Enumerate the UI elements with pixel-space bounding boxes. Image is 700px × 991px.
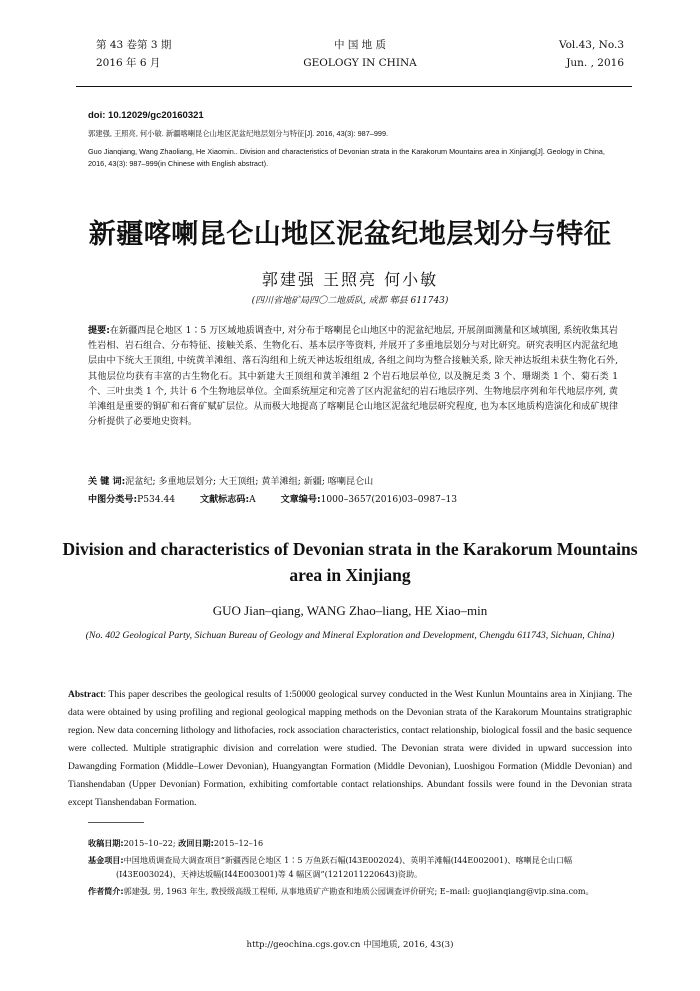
article-number-value: 1000–3657(2016)03–0987–13 [320,495,458,505]
keywords-cn-text: 泥盆纪; 多重地层划分; 大王顶组; 黄羊滩组; 新疆; 喀喇昆仑山 [125,477,374,487]
received-label: 收稿日期: [88,838,124,848]
footnote-author [88,884,628,898]
doc-code-label: 文献标志码: [199,495,250,505]
header-vol-en: Vol.43, No.3 [558,39,624,51]
revised-date: 2015–12–16 [213,838,264,848]
header-date-en: Jun. , 2016 [566,57,624,69]
author-bio-text: 郭建强, 男, 1963 年生, 教授级高级工程师, 从事地质矿产勘查和地质公园调查评价研究; E–mail: guojianqiang@vip.sina.com。 [123,886,594,896]
journal-name-cn: 中 国 地 质 [333,39,386,51]
running-header [96,36,624,80]
keywords-cn [88,474,618,487]
citation-en: Guo Jianqiang, Wang Zhaoliang, He Xiaomin.. Division and characteristics of Devonian strata in the Karakorum Mountains area in Xinjiang[J]. Geology in China, 2016, 43(3): 987–999(in Chinese with English abstract). [88,147,605,168]
doi: doi: 10.12029/gc20160321 [88,110,204,121]
abstract-en-text: : This paper describes the geological results of 1:50000 geological survey conducted in the West Kunlun Mountains area in Xinjiang. The data were obtained by using profiling and regional geological mapping methods on the Devonian strata of the Karakorum Mountains stratigraphic region. New data concerning lithology and lithofacies, rock association characteristics, contact relationship, biological fossil and the basic sequence were collected. Multiple stratigraphic division and correlation were studied. The Devonian strata were divided in upward succession into Dawangding Formation (Middle–Lower Devonian), Huangyangtan Formation (Middle Devonian), Luoshigou Formation (Middle Devonian) and Tianshendaban (Upper Devonian) Formation, exhibiting comfortable contact relationships. Abundant fossils were found in the Devonian strata except Tianshendaban Formation. [68,690,632,808]
affiliation-cn: (四川省地矿局四〇二地质队, 成都 郫县 611743) [251,296,449,306]
citation-cn: 郭建强, 王照亮, 何小敏. 新疆喀喇昆仑山地区泥盆纪地层划分与特征[J]. 2016, 43(3): 987–999. [88,129,389,138]
header-volume-issue: 第 43 卷第 3 期 [96,39,172,51]
abstract-en-label: Abstract [68,690,104,700]
journal-name-en: GEOLOGY IN CHINA [303,57,417,69]
doc-code-value: A [249,495,256,505]
page-footer: http://geochina.cgs.gov.cn 中国地质, 2016, 43(3) [246,940,454,950]
header-center [96,36,624,72]
classification-cn [88,492,618,505]
footnote-rule [88,822,144,823]
clc-value: P534.44 [137,495,176,505]
authors-cn: 郭建强 王照亮 何小敏 [261,270,439,289]
header-date: 2016 年 6 月 [96,57,161,69]
abstract-cn [88,324,618,430]
fund-text-line2: (I43E003024)、天神达坂幅(I44E003001)等 4 幅区调”(1212011220643)资助。 [116,869,423,879]
fund-text-line1: 中国地质调查局大调查项目“新疆西昆仑地区 1∶5 万鱼跃石幅(I43E002024)、英明羊滩幅(I44E002001)、喀喇昆仑山口幅 [123,855,573,865]
title-cn: 新疆喀喇昆仑山地区泥盆纪地层划分与特征 [88,219,612,250]
received-date: 2015–10–22; [123,838,179,848]
keywords-cn-label: 关 键 词: [88,477,126,487]
author-bio-label: 作者简介: [88,886,124,896]
abstract-en [68,686,632,812]
authors-en: GUO Jian–qiang, WANG Zhao–liang, HE Xiao–min [212,603,488,618]
abstract-cn-label: 提要: [88,326,110,336]
revised-label: 改回日期: [178,838,214,848]
affiliation-en: (No. 402 Geological Party, Sichuan Bureau of Geology and Mineral Exploration and Development, Chengdu 611743, Sichuan, China) [85,630,615,641]
footnote-dates [88,836,628,850]
fund-label: 基金项目: [88,855,124,865]
title-en: Division and characteristics of Devonian strata in the Karakorum Mountains area in Xinjiang [62,539,638,585]
header-rule [76,86,632,87]
footnote-fund [88,853,628,881]
clc-label: 中图分类号: [88,495,138,505]
header-right [559,36,624,72]
abstract-cn-text: 在新疆西昆仑地区 1∶5 万区域地质调查中, 对分布于喀喇昆仑山地区中的泥盆纪地层, 开展剖面测量和区域填图, 系统收集其岩性岩相、岩石组合、分布特征、接触关系、生物化石、基本层序等资料, 并展开了多重地层划分与对比研究。研究表明区内泥盆纪地层由中下统大王顶组, 中统黄羊滩组、落石沟组和上统天神达坂组组成, 各组之间均为整合接触关系, 除天神达坂组未获生物化石外, 其他层位均获有丰富的古生物化石。其中新建大王顶组和黄羊滩组 2 个岩石地层单位, 以及腕足类 3 个、珊瑚类 1 个、菊石类 1 个、三叶虫类 1 个, 共计 6 个生物地层单位。全面系统厘定和完善了区内泥盆纪的岩石地层序列、生物地层序列和年代地层序列, 黄羊滩组是重要的铜矿和石膏矿赋矿层位。从而极大地提高了喀喇昆仑山地区泥盆纪地层研究程度, 也为本区地质构造演化和成矿规律分析提供了必要地史资料。 [88,326,619,428]
article-number-label: 文章编号: [280,495,321,505]
